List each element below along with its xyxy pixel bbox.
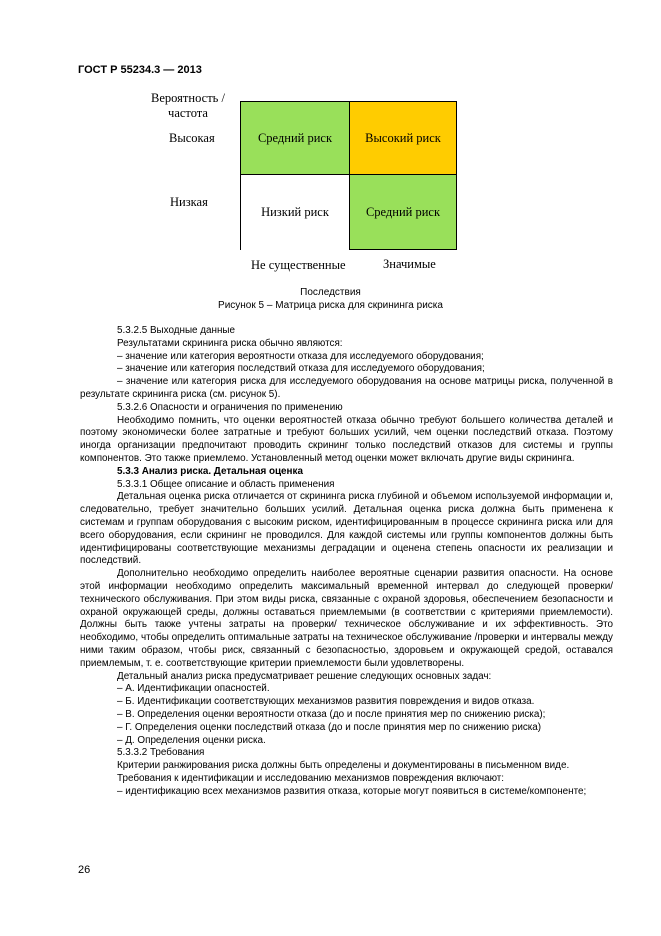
y-title-line-2: частота: [168, 106, 208, 120]
x-label-significant: Значимые: [383, 257, 436, 271]
x-label-insignificant: Не существенные: [251, 258, 346, 272]
subsection-heading: 5.3.3.1 Общее описание и область применения: [117, 478, 335, 490]
paragraph: Детальная оценка риска отличается от скрининга риска глубиной и объемом используемой информации и, следовательно, требует значительно больших усилий. Детальная оценка риска должна быть применена к системам и группам оборудования с высоким риском, идентифицированным в процессе скрининга риска или для всего оборудования, если скрининг не проводился. Для каждой системы или группы компонентов должны быть идентифицированы соответствующие механизмы деградации и оценена степень опасности их реализации и последствий.: [80, 491, 613, 567]
cell-label: Средний риск: [365, 204, 441, 219]
paragraph: Дополнительно необходимо определить наиболее вероятные сценарии развития опасности. На основе этой информации необходимо определить максимальный временной интервал до следующей проверки/ технического обслуживания. При этом виды риска, связанные с охраной здоровья, обеспечением безопасности и охраной окружающей среды, должны оставаться приемлемыми (в соответствии с критериями приемлемости). Должны быть также учтены затраты на проверки/ техническое обслуживание и их эффективность. Это необходимо, чтобы определить оптимальные затраты на техническое обслуживание /проверки и интервалы между ними таким образом, чтобы риск, связанный с безопасностью, здоровьем и окружающей средой, оставался приемлемым, т. е. соответствующие критерии приемлемости были удовлетворены.: [80, 568, 613, 669]
matrix-y-axis-title: [138, 91, 238, 121]
matrix-cell-bottom-left: [240, 174, 349, 250]
matrix-cell-top-left: [240, 101, 349, 174]
paragraph: Результатами скрининга риска обычно являются:: [117, 337, 343, 349]
subsection-heading: 5.3.2.6 Опасности и ограничения по применению: [117, 401, 343, 413]
y-title-line-1: Вероятность /: [151, 91, 225, 105]
list-item: – Г. Определения оценки последствий отказа (до и после принятия мер по снижению риска): [117, 721, 542, 733]
matrix-cell-bottom-right: [349, 174, 457, 250]
list-item: – идентификацию всех механизмов развития отказа, которые могут появиться в системе/компоненте;: [117, 785, 587, 797]
list-item: – А. Идентификации опасностей.: [117, 683, 270, 695]
document-header: ГОСТ Р 55234.3 — 2013: [78, 64, 202, 76]
cell-label: Высокий риск: [365, 130, 441, 145]
page-number: 26: [78, 864, 91, 876]
cell-label: Средний риск: [257, 130, 333, 145]
matrix-cell-top-right: [349, 101, 457, 174]
paragraph: Требования к идентификации и исследованию механизмов повреждения включают:: [117, 772, 505, 784]
list-item: – В. Определения оценки вероятности отказа (до и после принятия мер по снижению риска);: [117, 708, 546, 720]
cell-label: Низкий риск: [261, 205, 329, 219]
y-label-high: Высокая: [169, 131, 215, 145]
subsection-heading: 5.3.2.5 Выходные данные: [117, 325, 236, 336]
paragraph: Детальный анализ риска предусматривает решение следующих основных задач:: [117, 670, 492, 682]
list-item: – Д. Определения оценки риска.: [117, 734, 266, 746]
list-item: – Б. Идентификации соответствующих механизмов развития повреждения и видов отказа.: [117, 696, 535, 708]
figure-caption: Рисунок 5 – Матрица риска для скрининга риска: [218, 300, 443, 311]
body-text: [80, 325, 613, 798]
list-item: – значение или категория вероятности отказа для исследуемого оборудования;: [117, 350, 484, 362]
paragraph: Необходимо помнить, что оценки вероятностей отказа обычно требуют большего количества деталей и поэтому экономически более затратные и требуют больших усилий, чем оценки последствий отказа. Поэтому иногда организации предпочитают проводить скрининг только последствий отказов для системы и группы компонентов. Это также приемлемо. Установленный метод оценки может включать другие виды скрининга.: [80, 414, 613, 464]
list-item: – значение или категория последствий отказа для исследуемого оборудования;: [117, 363, 485, 375]
x-axis-caption: Последствия: [300, 287, 361, 298]
paragraph: Критерии ранжирования риска должны быть определены и документированы в письменном виде.: [117, 760, 570, 772]
list-item: – значение или категория риска для исследуемого оборудования на основе матрицы риска, полученной в результате скрининга риска (см. рисунок 5).: [80, 376, 613, 400]
y-label-low: Низкая: [170, 195, 208, 209]
subsection-heading: 5.3.3.2 Требования: [117, 747, 205, 759]
section-heading: 5.3.3 Анализ риска. Детальная оценка: [117, 465, 303, 477]
